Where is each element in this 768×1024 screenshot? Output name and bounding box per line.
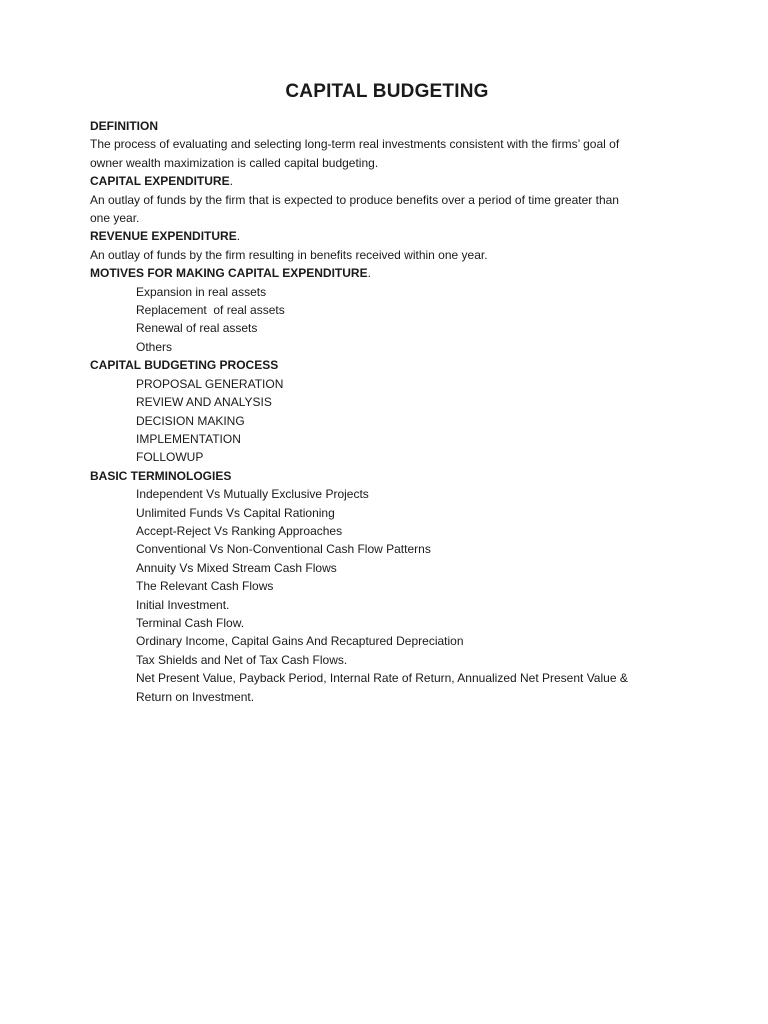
definition-line-2: owner wealth maximization is called capital budgeting. xyxy=(90,155,379,170)
document-page xyxy=(90,79,690,706)
list-item: Others xyxy=(136,339,173,354)
capital-expenditure-heading xyxy=(90,172,690,190)
list-item: IMPLEMENTATION xyxy=(136,431,241,446)
capital-expenditure-line-1: An outlay of funds by the firm that is expected to produce benefits over a period of time greater than xyxy=(90,192,619,207)
capital-expenditure-heading-text: CAPITAL EXPENDITURE xyxy=(90,174,230,189)
revenue-expenditure-line-1: An outlay of funds by the firm resulting in benefits received within one year. xyxy=(90,247,488,262)
definition-heading xyxy=(90,117,690,135)
terminologies-heading xyxy=(90,467,690,485)
definition-line-1: The process of evaluating and selecting long-term real investments consistent with the firms’ goal of xyxy=(90,137,620,152)
list-item: Unlimited Funds Vs Capital Rationing xyxy=(136,505,335,520)
list-item: FOLLOWUP xyxy=(136,450,204,465)
process-heading xyxy=(90,356,690,374)
list-item: Accept-Reject Vs Ranking Approaches xyxy=(136,523,343,538)
list-item: Initial Investment. xyxy=(136,597,230,612)
revenue-expenditure-heading-suffix: . xyxy=(236,229,241,244)
revenue-expenditure-heading xyxy=(90,227,690,245)
motives-heading-suffix: . xyxy=(367,266,371,281)
list-item: Expansion in real assets xyxy=(136,284,267,299)
list-item: Conventional Vs Non-Conventional Cash Flow Patterns xyxy=(136,542,431,557)
motives-heading-text: MOTIVES FOR MAKING CAPITAL EXPENDITURE xyxy=(90,266,368,281)
list-item: Renewal of real assets xyxy=(136,321,258,336)
capital-expenditure-heading-suffix: . xyxy=(229,174,233,189)
motives-heading xyxy=(90,264,690,282)
list-item: Annuity Vs Mixed Stream Cash Flows xyxy=(136,560,337,575)
list-item: The Relevant Cash Flows xyxy=(136,579,274,594)
list-item: PROPOSAL GENERATION xyxy=(136,376,284,391)
revenue-expenditure-heading-text: REVENUE EXPENDITURE xyxy=(90,229,237,244)
list-item: Tax Shields and Net of Tax Cash Flows. xyxy=(136,652,348,667)
list-item: REVIEW AND ANALYSIS xyxy=(136,395,272,410)
capital-expenditure-line-2: one year. xyxy=(90,211,140,226)
list-item: Return on Investment. xyxy=(136,689,255,704)
list-item: DECISION MAKING xyxy=(136,413,245,428)
list-item: Ordinary Income, Capital Gains And Recaptured Depreciation xyxy=(136,634,464,649)
list-item: Replacement of real assets xyxy=(136,303,285,318)
document-title: CAPITAL BUDGETING xyxy=(285,81,489,102)
terminologies-heading-text: BASIC TERMINOLOGIES xyxy=(90,468,232,483)
list-item: Terminal Cash Flow. xyxy=(136,615,245,630)
list-item: Net Present Value, Payback Period, Internal Rate of Return, Annualized Net Present Value & xyxy=(136,671,628,686)
process-heading-text: CAPITAL BUDGETING PROCESS xyxy=(90,358,279,373)
definition-heading-text: DEFINITION xyxy=(90,119,158,133)
list-item: Independent Vs Mutually Exclusive Projects xyxy=(136,487,369,502)
